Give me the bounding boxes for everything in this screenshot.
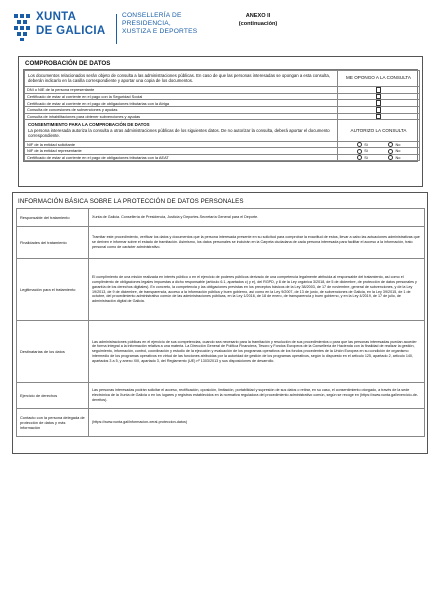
verification-item: DNI o NIE de la persona representante: [25, 86, 338, 93]
logo-line-1: XUNTA: [36, 11, 77, 23]
contact-link[interactable]: (https://www.xunta.gal/informacion-xeral-proteccion-datos): [89, 409, 425, 437]
verification-intro: Los documentos relacionados serán objeto de consulta a las administraciones públicas. En caso de que las personas interesadas se opongan a esta consulta, deberán indicarlo en la casilla correspondiente y aportar una copia de los documentos.: [25, 71, 338, 87]
row-text: El cumplimiento de una misión realizada en interés público o en el ejercicio de poderes públicos derivado de una competencia legalmente atribuida al responsable del tratamiento, así como el cumplimiento de obligaciones legales impuestas a dicho responsable (artículo 6.1, apartados c) y e), del RGPD, y 8 de la Ley orgánica 3/2018, de 5 de diciembre, de protección de datos personales y garantía de los derechos digitales). En concreto, la competencia y las obligaciones previstas en los preceptos básicos de la Ley 38/2003, de 17 de noviembre, general de subvenciones, y de la Ley 19/2013, de 9 de diciembre, de transparencia, acceso a la información pública y buen gobierno, así como en la Ley 9/2007, de 13 de junio, de subvenciones de Galicia, en la Ley 39/2015, de 1 de octubre, del procedimiento administrativo común de las administraciones públicas, en la Ley 1/2016, de 18 de enero, de transparencia y buen gobierno, y en la Ley 4/2019, de 17 de julio, de administración digital de Galicia.: [89, 259, 425, 321]
data-protection-section: [12, 192, 428, 454]
no-label: No: [395, 141, 401, 147]
yes-label: Sí: [364, 154, 368, 160]
consent-block: [25, 120, 338, 141]
section-title: COMPROBACIÓN DE DATOS: [25, 60, 111, 67]
data-protection-table: [16, 208, 425, 437]
verification-table-wrap: [23, 69, 418, 162]
xunta-logo: [12, 10, 222, 48]
yes-label: Sí: [364, 148, 368, 154]
no-radio[interactable]: [388, 149, 393, 154]
oppose-checkbox[interactable]: [376, 100, 382, 106]
row-label: Destinatarias de los datos: [17, 321, 89, 383]
logo-divider: [116, 14, 117, 44]
yes-radio[interactable]: [357, 142, 362, 147]
section-title: INFORMACIÓN BÁSICA SOBRE LA PROTECCIÓN DE DATOS PERSONALES: [18, 198, 244, 205]
verification-item: Certificado de estar al corriente en el pago de obligaciones tributarias con la Atriga: [25, 100, 338, 107]
row-label: Responsable del tratamiento: [17, 209, 89, 227]
dept-line-1: CONSELLERÍA DE: [122, 12, 182, 19]
authorize-header: AUTORIZO LA CONSULTA: [338, 120, 420, 141]
department-name: [122, 12, 232, 36]
verification-item: Certificado de estar al corriente en el pago con la Seguridad Social: [25, 93, 338, 100]
oppose-checkbox[interactable]: [376, 107, 382, 113]
no-radio[interactable]: [388, 142, 393, 147]
dept-line-3: XUSTIZA E DEPORTES: [122, 28, 198, 35]
xunta-shield-icon: [12, 12, 32, 42]
row-label: Ejercicio de derechos: [17, 383, 89, 409]
annex-subtitle: (continuación): [238, 21, 278, 27]
row-text: Las administraciones públicas en el ejercicio de sus competencias, cuando sea necesario para la tramitación y resolución de sus procedimientos o para que las personas interesadas puedan acceder de forma integral a la información relativa a una materia. La Dirección General de Política Financiera, Tesoro y Fondos Europeos de la Consellería de Hacienda con la finalidad de realizar la gestión, seguimiento, información, control, coordinación y estudio de la ejecución y evaluación de los programas operativos de los fondos procedentes de la Unión Europea en su condición de organismo intermedio de los programas operativos en virtud de las funciones atribuidas por la autoridad de gestión de los programas operativos, según lo dispuesto en el artículo 125, apartado 2, artículo 140, apartados 3 a 5, y anexo XIII, apartado 3, del Reglamento (UE) nº 1303/2013 y sus disposiciones de desarrollo.: [89, 321, 425, 383]
verification-table: [24, 70, 420, 161]
annex-heading: [226, 12, 290, 28]
consent-item: NIF de la entidad solicitante: [25, 141, 338, 147]
verification-item: Consulta de concesiones de subvenciones y ayudas: [25, 106, 338, 113]
consent-text: La persona interesada autoriza la consulta a otras administraciones públicas de los siguientes datos. De no autorizar la consulta, deberá aportar el documento correspondiente.: [28, 127, 330, 139]
oppose-checkbox[interactable]: [376, 94, 382, 100]
verification-item: Consulta de inhabilitaciones para obtener subvenciones y ayudas: [25, 113, 338, 120]
yes-radio[interactable]: [357, 149, 362, 154]
no-label: No: [395, 154, 401, 160]
row-label: Legitimación para el tratamiento: [17, 259, 89, 321]
row-text: Xunta de Galicia. Consellería de Presidencia, Justicia y Deportes-Secretaría General para el Deporte.: [89, 209, 425, 227]
annex-title: ANEXO II: [245, 13, 271, 19]
oppose-checkbox[interactable]: [376, 87, 382, 93]
data-protection-table-wrap: [16, 208, 424, 437]
consent-title: CONSENTIMIENTO PARA LA COMPROBACIÓN DE DATOS: [28, 122, 150, 128]
row-label: Finalidades del tratamiento: [17, 227, 89, 259]
consent-item: NIF de la entidad representante: [25, 148, 338, 154]
logo-wordmark: [36, 10, 116, 38]
oppose-checkbox[interactable]: [376, 114, 382, 120]
dept-line-2: PRESIDENCIA,: [122, 20, 171, 27]
oppose-header: ME OPONGO A LA CONSULTA: [338, 71, 420, 87]
data-verification-section: [18, 56, 423, 187]
row-text: Tramitar este procedimiento, verificar los datos y documentos que la persona interesada presente en su solicitud para comprobar la exactitud de estos, llevar a cabo las actuaciones administrativas que se deriven e informar sobre el estado de tramitación. Asimismo, los datos personales se incluirán en la Carpeta ciudadana de cada persona interesada para facilitar el acceso a la información, trato personal como de carácter administrativo.: [89, 227, 425, 259]
logo-line-2: DE GALICIA: [36, 25, 106, 37]
row-text: Las personas interesadas podrán solicitar el acceso, rectificación, oposición, limitación, portabilidad y supresión de sus datos o retirar, en su caso, el consentimiento otorgado, a través de la sede electrónica de la Xunta de Galicia o en los lugares y registros establecidos en la normativa reguladora del procedimiento administrativo común, según se recoge en (https://www.xunta.gal/exercicio-de-dereitos).: [89, 383, 425, 409]
yes-label: Sí: [364, 141, 368, 147]
yes-radio[interactable]: [357, 155, 362, 160]
no-radio[interactable]: [388, 155, 393, 160]
row-label: Contacto con la persona delegada de protección de datos y más información: [17, 409, 89, 437]
consent-item: Certificado de estar al corriente en el pago de obligaciones tributarias con la AEAT: [25, 154, 338, 160]
no-label: No: [395, 148, 401, 154]
